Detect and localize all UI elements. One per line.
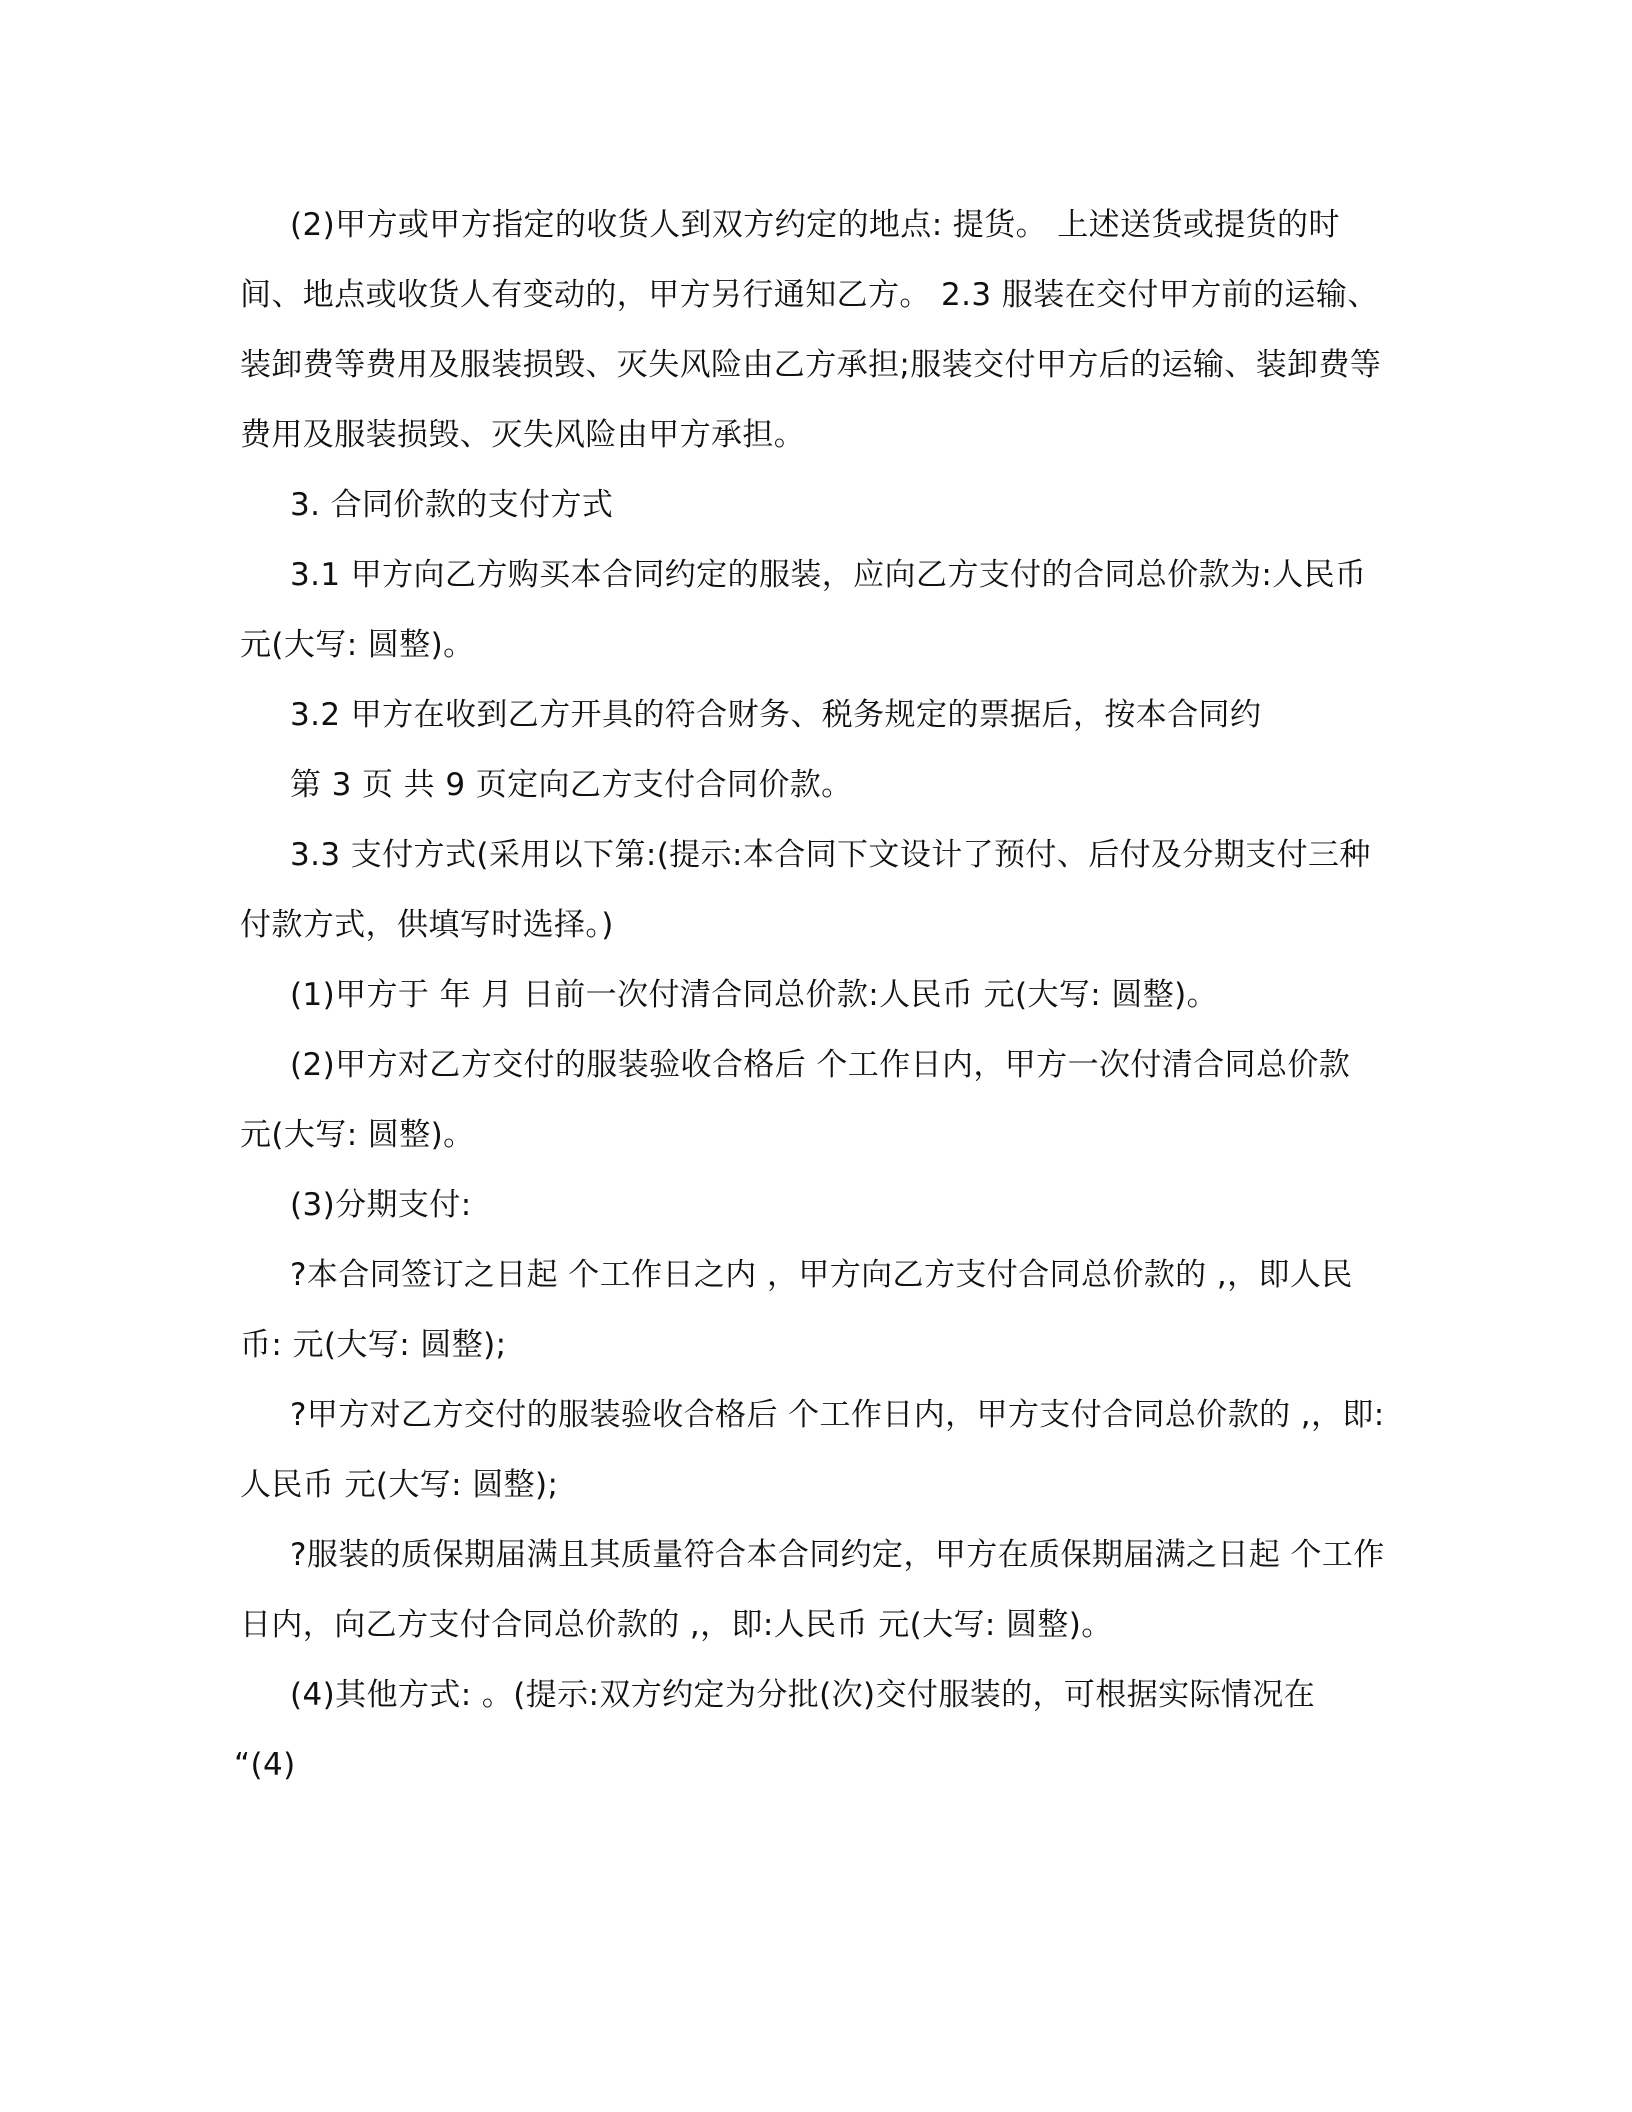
paragraph-trailing-fragment: “(4) — [234, 1747, 296, 1783]
paragraph-installment-3: ?服装的质保期届满且其质量符合本合同约定，甲方在质保期届满之日起 个工作日内，向乙方支付合同总价款的 ,，即:人民币 元(大写: 圆整)。 — [240, 1537, 1385, 1643]
paragraph-3-1: 3.1 甲方向乙方购买本合同约定的服装，应向乙方支付的合同总价款为:人民币 元(大写: 圆整)。 — [240, 557, 1367, 663]
paragraph-option-3: (3)分期支付: — [290, 1187, 472, 1223]
contract-text-body — [234, 190, 1390, 1800]
paragraph-delivery-2: (2)甲方或甲方指定的收货人到双方约定的地点: 提货。 上述送货或提货的时间、地点或收货人有变动的，甲方另行通知乙方。 2.3 服装在交付甲方前的运输、装卸费等费用及服装损毁、灭失风险由乙方承担;服装交付甲方后的运输、装卸费等费用及服装损毁、灭失风险由甲方承担。 — [240, 207, 1382, 453]
heading-payment-method: 3. 合同价款的支付方式 — [290, 487, 614, 523]
paragraph-3-2: 3.2 甲方在收到乙方开具的符合财务、税务规定的票据后，按本合同约 — [290, 697, 1262, 733]
paragraph-option-4: (4)其他方式: 。(提示:双方约定为分批(次)交付服装的，可根据实际情况在 — [290, 1677, 1316, 1713]
paragraph-installment-1: ?本合同签订之日起 个工作日之内 ，甲方向乙方支付合同总价款的 ,，即人民币: 元(大写: 圆整); — [240, 1257, 1353, 1363]
paragraph-option-2: (2)甲方对乙方交付的服装验收合格后 个工作日内，甲方一次付清合同总价款 元(大写: 圆整)。 — [240, 1047, 1351, 1153]
paragraph-installment-2: ?甲方对乙方交付的服装验收合格后 个工作日内，甲方支付合同总价款的 ,，即:人民币 元(大写: 圆整); — [240, 1397, 1385, 1503]
paragraph-page-footer-continuation: 第 3 页 共 9 页定向乙方支付合同价款。 — [290, 767, 853, 803]
paragraph-option-1: (1)甲方于 年 月 日前一次付清合同总价款:人民币 元(大写: 圆整)。 — [290, 977, 1219, 1013]
paragraph-3-3: 3.3 支付方式(采用以下第:(提示:本合同下文设计了预付、后付及分期支付三种付款方式，供填写时选择。) — [240, 837, 1371, 943]
